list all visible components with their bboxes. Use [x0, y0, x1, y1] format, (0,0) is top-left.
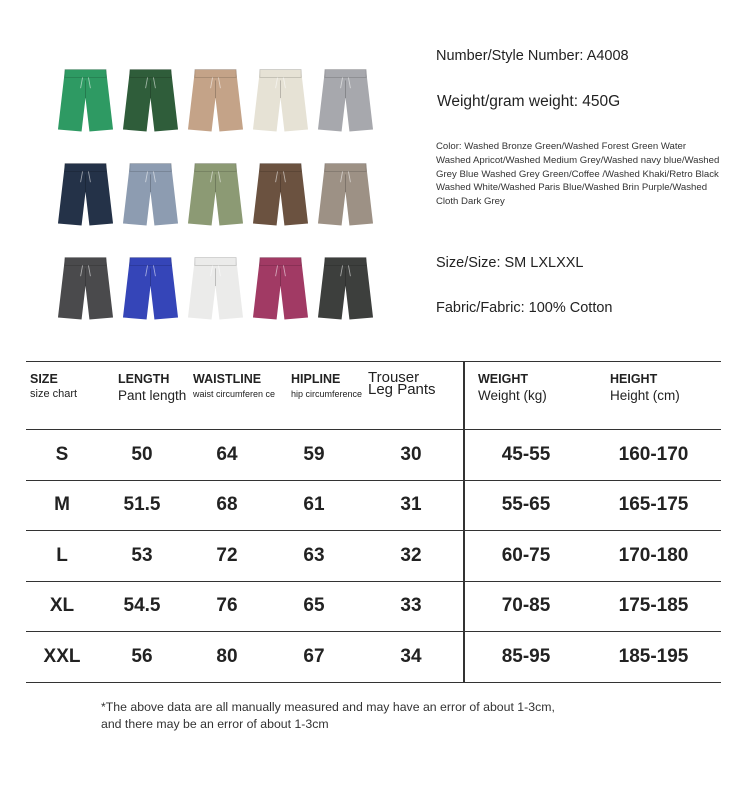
- table-cell: 55-65: [501, 494, 551, 516]
- header-cell: [610, 372, 680, 403]
- shorts-body: [318, 165, 373, 226]
- table-row: [26, 582, 721, 633]
- waistband: [130, 70, 171, 78]
- header-title: HEIGHT: [610, 372, 658, 386]
- shorts-body: [253, 259, 308, 320]
- shorts-body: [253, 71, 308, 132]
- shorts-swatch: [251, 66, 310, 136]
- shorts-icon: [316, 160, 375, 230]
- waistband: [325, 164, 366, 172]
- waistband: [65, 164, 106, 172]
- table-cell: 160-170: [618, 443, 689, 465]
- table-cell: S: [55, 443, 69, 465]
- header-title: WEIGHT: [478, 372, 528, 386]
- table-cell: L: [56, 544, 68, 566]
- table-cell: 64: [216, 443, 238, 465]
- shorts-icon: [251, 254, 310, 324]
- header-subtitle: Pant length: [118, 388, 187, 403]
- shorts-body: [318, 259, 373, 320]
- measurement-note-line-1: *The above data are all manually measured and may have an error of about 1-3cm,: [101, 700, 555, 714]
- waistband: [65, 258, 106, 266]
- shorts-swatch: [251, 160, 310, 230]
- table-row: [26, 531, 721, 582]
- shorts-swatch: [251, 254, 310, 324]
- table-row: [26, 632, 721, 683]
- shorts-row: [56, 66, 378, 136]
- header-title: WAISTLINE: [193, 372, 262, 386]
- table-cell: 51.5: [123, 494, 161, 516]
- waistband: [325, 258, 366, 266]
- shorts-swatch: [316, 254, 375, 324]
- shorts-swatch: [186, 254, 245, 324]
- shorts-swatch: [56, 254, 115, 324]
- shorts-body: [123, 259, 178, 320]
- table-cell: 68: [216, 494, 238, 516]
- shorts-icon: [186, 160, 245, 230]
- header-subtitle: Height (cm): [610, 388, 680, 403]
- shorts-body: [318, 71, 373, 132]
- table-cell: 165-175: [618, 494, 689, 516]
- table-cell: 185-195: [618, 645, 689, 667]
- shorts-row: [56, 254, 378, 324]
- header-cell: [30, 372, 77, 400]
- shorts-icon: [186, 66, 245, 136]
- table-cell: 50: [131, 443, 153, 465]
- table-cell: 85-95: [501, 645, 551, 667]
- shorts-body: [123, 165, 178, 226]
- header-cell: [193, 372, 279, 399]
- shorts-body: [188, 259, 243, 320]
- table-cell: 80: [216, 645, 238, 667]
- shorts-swatch: [186, 66, 245, 136]
- table-cell: 53: [131, 544, 153, 566]
- shorts-swatch: [121, 66, 180, 136]
- shorts-swatch: [316, 160, 375, 230]
- shorts-swatch: [56, 160, 115, 230]
- header-subtitle: Weight (kg): [478, 388, 547, 403]
- table-cell: 30: [400, 443, 422, 465]
- header-title: SIZE: [30, 372, 58, 386]
- measurement-note-line-2: and there may be an error of about 1-3cm: [101, 717, 329, 731]
- shorts-icon: [56, 254, 115, 324]
- table-cell: 70-85: [501, 595, 551, 617]
- table-body: [26, 430, 721, 683]
- table-cell: 63: [303, 544, 325, 566]
- shorts-body: [58, 71, 113, 132]
- shorts-body: [253, 165, 308, 226]
- table-cell: 54.5: [123, 595, 161, 617]
- table-cell: M: [54, 494, 70, 516]
- color-list: Color: Washed Bronze Green/Washed Forest Green Water Washed Apricot/Washed Medium Grey/Washed navy blue/Washed Grey Blue Washed Grey Green/Coffee /Washed Khaki/Retro Black Washed White/Washed Paris Blue/Washed Brin Purple/Washed Cloth Dark Grey: [436, 141, 720, 208]
- shorts-icon: [186, 254, 245, 324]
- table-cell: 31: [400, 494, 422, 516]
- shorts-icon: [56, 66, 115, 136]
- shorts-icon: [56, 160, 115, 230]
- waistband: [130, 164, 171, 172]
- waistband: [195, 258, 236, 266]
- table-row: [26, 430, 721, 481]
- header-subtitle: Trouser Leg Pants: [368, 369, 436, 398]
- fabric: Fabric/Fabric: 100% Cotton: [436, 300, 613, 316]
- waistband: [260, 258, 301, 266]
- shorts-swatch: [121, 254, 180, 324]
- shorts-icon: [316, 254, 375, 324]
- style-number: Number/Style Number: A4008: [436, 48, 629, 64]
- table-cell: XL: [49, 595, 75, 617]
- table-cell: 65: [303, 595, 325, 617]
- table-cell: 33: [400, 595, 422, 617]
- table-cell: XXL: [43, 645, 81, 667]
- header-title: HIPLINE: [291, 372, 341, 386]
- shorts-body: [58, 165, 113, 226]
- table-cell: 34: [400, 645, 422, 667]
- waistband: [65, 70, 106, 78]
- header-cell: [118, 372, 186, 403]
- header-cell: [291, 372, 377, 399]
- shorts-icon: [121, 66, 180, 136]
- header-cell: [478, 372, 547, 403]
- shorts-icon: [121, 160, 180, 230]
- table-cell: 56: [131, 645, 153, 667]
- table-cell: 170-180: [618, 544, 689, 566]
- shorts-swatch: [316, 66, 375, 136]
- table-cell: 72: [216, 544, 238, 566]
- header-subtitle: hip circumference: [291, 389, 363, 399]
- shorts-body: [188, 71, 243, 132]
- shorts-swatch: [121, 160, 180, 230]
- table-cell: 32: [400, 544, 422, 566]
- shorts-row: [56, 160, 378, 230]
- shorts-body: [58, 259, 113, 320]
- header-cell: [368, 369, 438, 398]
- waistband: [195, 164, 236, 172]
- size-list: Size/Size: SM LXLXXL: [436, 255, 584, 271]
- shorts-swatch: [56, 66, 115, 136]
- measurement-note: [101, 699, 681, 733]
- waistband: [195, 70, 236, 78]
- header-subtitle: waist circumferen ce: [193, 389, 276, 399]
- table-cell: 45-55: [501, 443, 551, 465]
- table-cell: 60-75: [501, 544, 551, 566]
- shorts-swatch: [186, 160, 245, 230]
- shorts-icon: [121, 254, 180, 324]
- size-chart-table: [26, 361, 721, 683]
- waistband: [260, 70, 301, 78]
- table-cell: 76: [216, 595, 238, 617]
- shorts-body: [188, 165, 243, 226]
- product-image-grid: [56, 66, 378, 348]
- shorts-body: [123, 71, 178, 132]
- shorts-icon: [316, 66, 375, 136]
- gram-weight: Weight/gram weight: 450G: [437, 93, 621, 110]
- table-row: [26, 481, 721, 532]
- shorts-icon: [251, 160, 310, 230]
- table-cell: 67: [303, 645, 325, 667]
- table-cell: 175-185: [618, 595, 689, 617]
- table-cell: 61: [303, 494, 325, 516]
- header-subtitle: size chart: [30, 388, 78, 400]
- waistband: [260, 164, 301, 172]
- header-title: LENGTH: [118, 372, 170, 386]
- shorts-icon: [251, 66, 310, 136]
- waistband: [130, 258, 171, 266]
- table-header: [26, 362, 721, 430]
- waistband: [325, 70, 366, 78]
- table-cell: 59: [303, 443, 325, 465]
